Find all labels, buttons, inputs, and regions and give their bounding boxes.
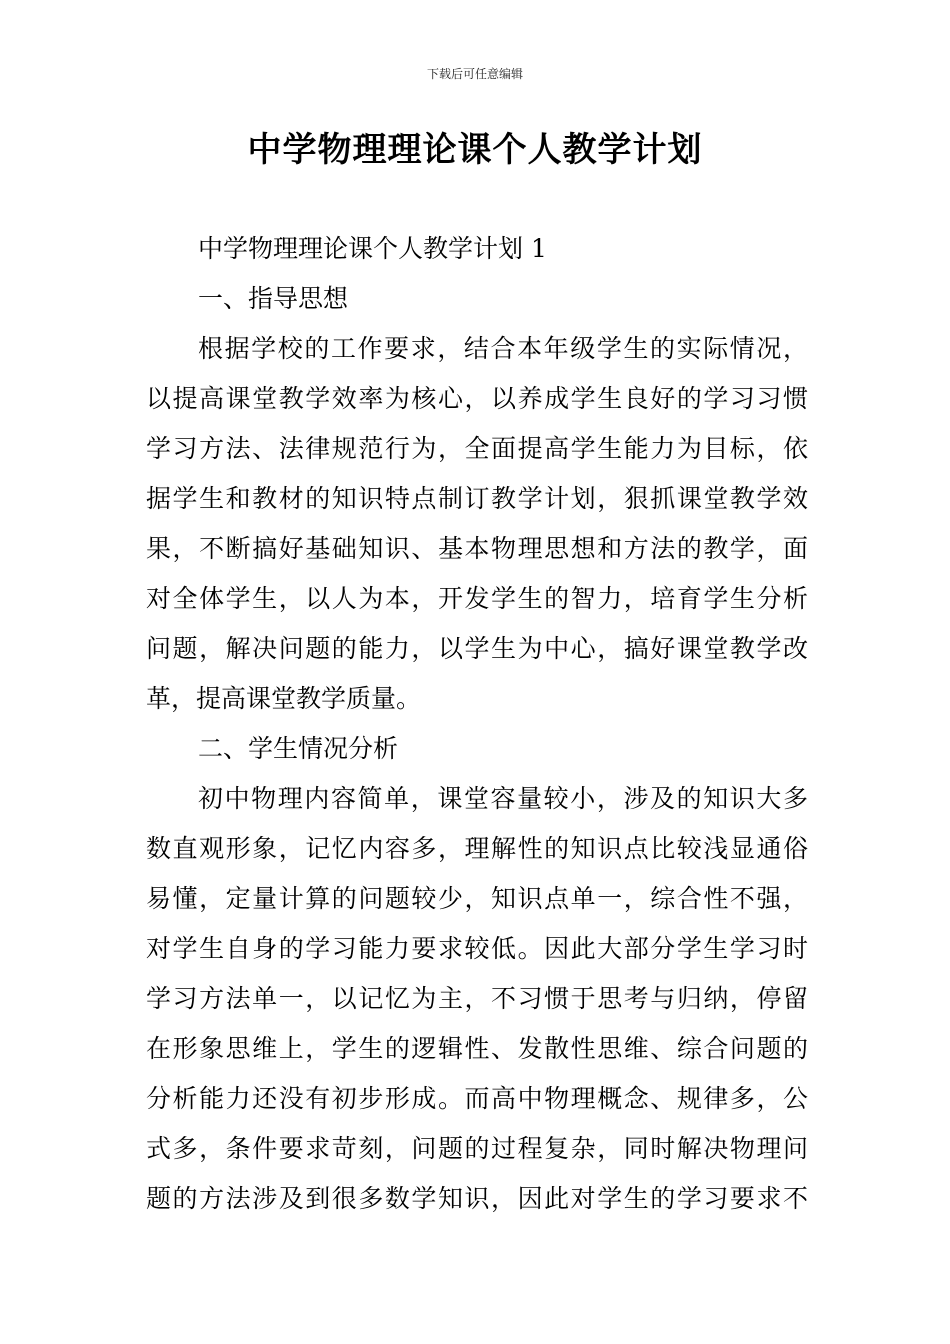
body-line: 据学生和教材的知识特点制订教学计划，狠抓课堂教学效 [146,484,808,513]
body-line: 在形象思维上，学生的逻辑性、发散性思维、综合问题的 [146,1034,808,1063]
body-line: 问题，解决问题的能力，以学生为中心，搞好课堂教学改 [146,634,808,663]
body-line: 初中物理内容简单，课堂容量较小，涉及的知识大多 [198,784,808,813]
body-line: 分析能力还没有初步形成。而高中物理概念、规律多，公 [146,1084,808,1113]
document-body [146,224,808,1224]
body-line: 对学生自身的学习能力要求较低。因此大部分学生学习时 [146,934,808,963]
body-line: 易懂，定量计算的问题较少，知识点单一，综合性不强， [146,884,808,913]
body-line: 数直观形象，记忆内容多，理解性的知识点比较浅显通俗 [146,834,808,863]
header-note: 下载后可任意编辑 [426,67,523,81]
body-line: 式多，条件要求苛刻，问题的过程复杂，同时解决物理问 [146,1134,808,1163]
body-line: 果，不断搞好基础知识、基本物理思想和方法的教学，面 [146,534,808,563]
body-line: 以提高课堂教学效率为核心，以养成学生良好的学习习惯 [146,384,808,413]
body-line: 对全体学生，以人为本，开发学生的智力，培育学生分析 [146,584,808,613]
body-line: 二、学生情况分析 [198,734,399,763]
body-line: 中学物理理论课个人教学计划 1 [198,234,547,263]
body-line: 学习方法、法律规范行为，全面提高学生能力为目标，依 [146,434,808,463]
body-line: 根据学校的工作要求，结合本年级学生的实际情况， [198,334,808,363]
body-line: 革，提高课堂教学质量。 [146,684,422,713]
document-title: 中学物理理论课个人教学计划 [247,130,703,170]
body-line: 一、指导思想 [198,284,349,313]
body-line: 题的方法涉及到很多数学知识，因此对学生的学习要求不 [146,1184,808,1213]
body-line: 学习方法单一，以记忆为主，不习惯于思考与归纳，停留 [146,984,808,1013]
